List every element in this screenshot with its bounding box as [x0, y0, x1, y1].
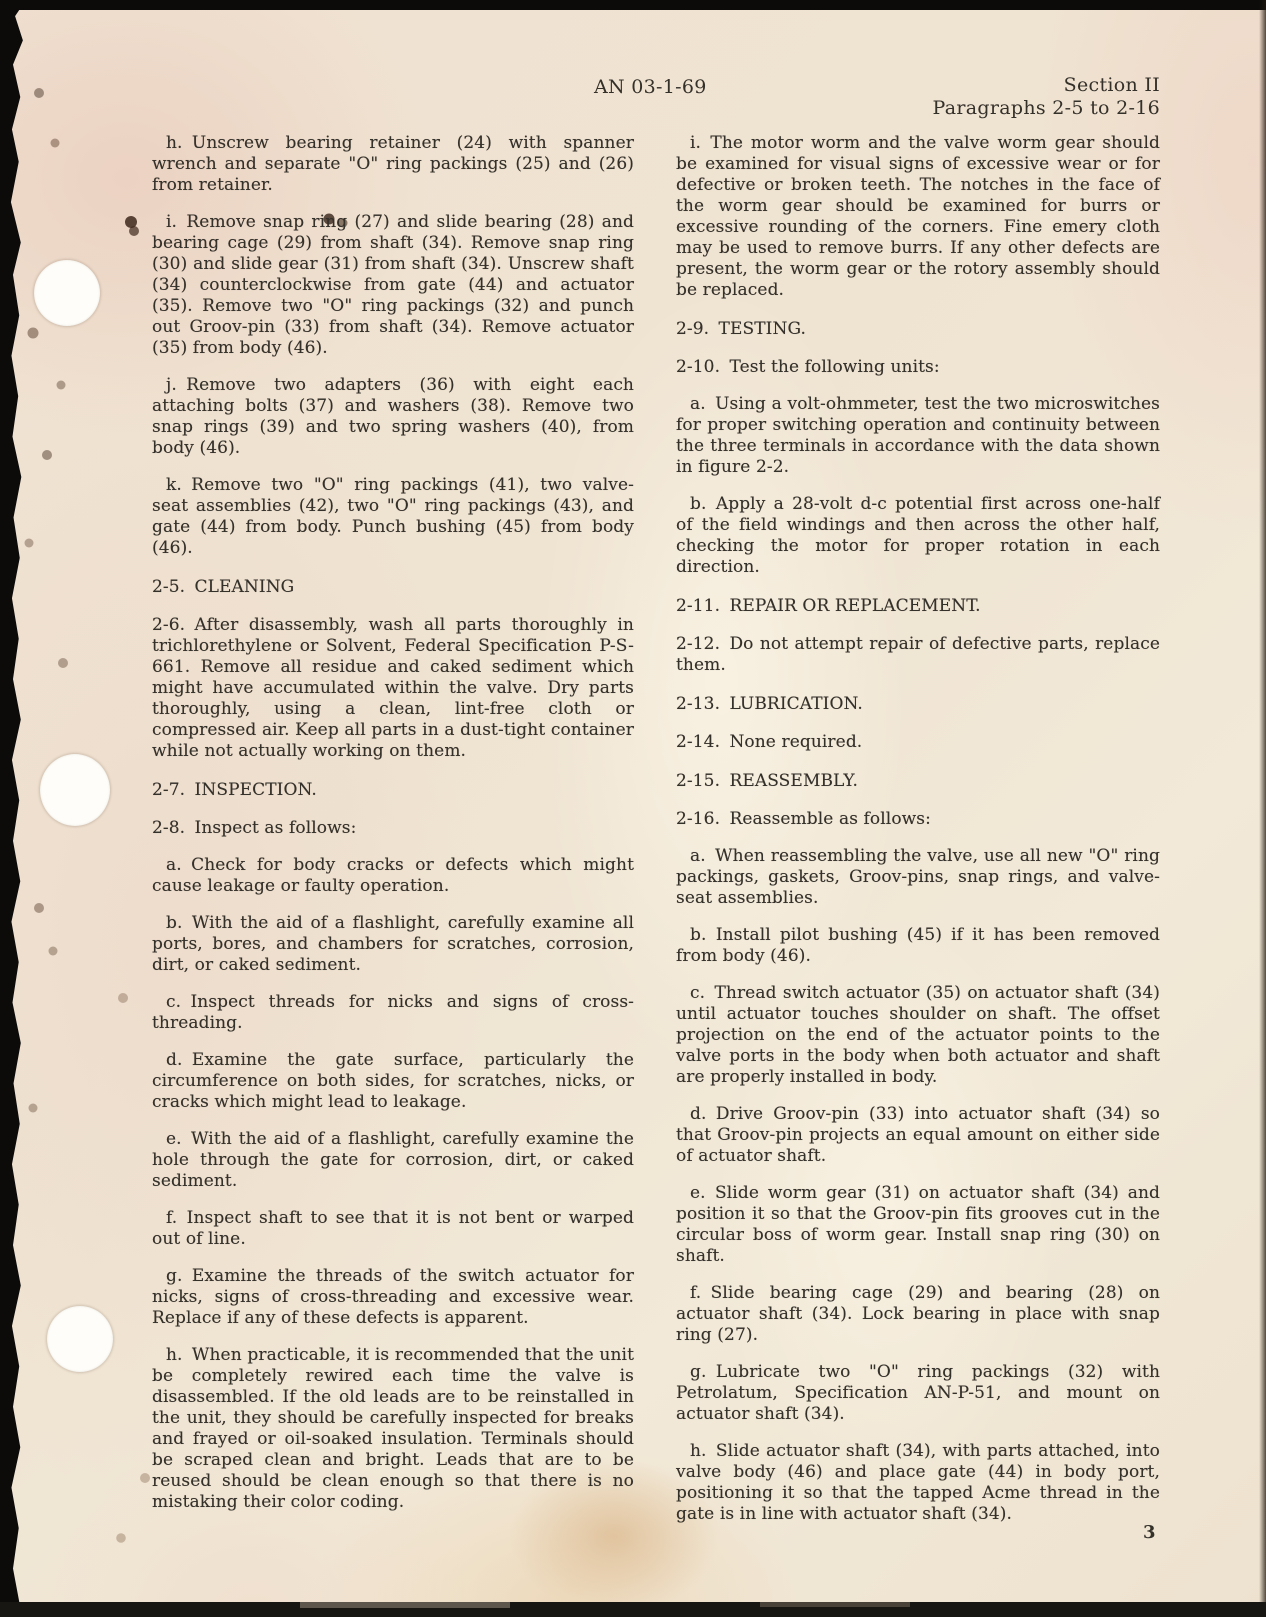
page-edge-left — [0, 0, 26, 1617]
paragraph-2-13: 2-13. LUBRICATION. — [676, 694, 863, 714]
paragraph-label: d. — [166, 1050, 183, 1070]
paragraph-label: 2-15. — [676, 771, 721, 791]
paragraph-label: 2-9. — [676, 319, 710, 339]
page-number: 3 — [1143, 1522, 1156, 1543]
paragraph-label: h. — [166, 1345, 183, 1365]
paragraph-c: c. Inspect threads for nicks and signs of cross-threading. — [152, 992, 634, 1033]
paragraph-j: j. Remove two adapters (36) with eight each attaching bolts (37) and washers (38). Remove two snap rings (39) and two spring washers (40), from body (46). — [152, 375, 634, 458]
paragraph-k: k. Remove two "O" ring packings (41), two valve-seat assemblies (42), two "O" ring packings (43), and gate (44) from body. Punch bushing (45) from body (46). — [152, 475, 634, 558]
paragraph-2-7: 2-7. INSPECTION. — [152, 780, 317, 800]
paragraph-label: k. — [166, 475, 182, 495]
paragraph-label: a. — [690, 846, 706, 866]
paragraph-a: a. When reassembling the valve, use all new "O" ring packings, gaskets, Groov-pins, snap rings, and valve-seat assemblies. — [676, 846, 1160, 908]
paragraph-label: 2-14. — [676, 732, 721, 752]
paragraph-label: b. — [690, 925, 707, 945]
paragraph-label: 2-5. — [152, 577, 186, 597]
paragraph-e: e. Slide worm gear (31) on actuator shaft (34) and position it so that the Groov-pin fits grooves cut in the circular boss of worm gear. Install snap ring (30) on shaft. — [676, 1183, 1160, 1266]
paragraph-b: b. Install pilot bushing (45) if it has been removed from body (46). — [676, 925, 1160, 966]
paragraph-2-6: 2-6. After disassembly, wash all parts thoroughly in trichlorethylene or Solvent, Federal Specification P-S-661. Remove all residue and caked sediment which might have accumulated within the valve. Dry parts thoroughly, using a clean, lint-free cloth or compressed air. Keep all parts in a dust-tight container while not actually working on them. — [152, 615, 634, 761]
paragraph-label: a. — [690, 394, 706, 414]
paragraph-2-14: 2-14. None required. — [676, 732, 863, 752]
left-column — [152, 133, 634, 1529]
paragraph-label: b. — [166, 913, 183, 933]
paragraph-2-12: 2-12. Do not attempt repair of defective parts, replace them. — [676, 634, 1160, 675]
paragraph-a: a. Check for body cracks or defects which might cause leakage or faulty operation. — [152, 855, 634, 896]
paragraph-label: b. — [690, 494, 707, 514]
paragraph-label: e. — [166, 1129, 182, 1149]
paragraph-label: i. — [690, 133, 702, 153]
paragraph-e: e. With the aid of a flashlight, carefully examine the hole through the gate for corrosion, dirt, or caked sediment. — [152, 1129, 634, 1191]
paragraph-h: h. Unscrew bearing retainer (24) with spanner wrench and separate "O" ring packings (25) and (26) from retainer. — [152, 133, 634, 195]
paragraph-d: d. Drive Groov-pin (33) into actuator shaft (34) so that Groov-pin projects an equal amount on either side of actuator shaft. — [676, 1104, 1160, 1166]
paragraph-2-8: 2-8. Inspect as follows: — [152, 818, 357, 838]
page-edge-bottom — [0, 1602, 1266, 1617]
paragraph-2-16: 2-16. Reassemble as follows: — [676, 809, 931, 829]
paragraph-2-9: 2-9. TESTING. — [676, 319, 807, 339]
paragraph-label: g. — [690, 1362, 707, 1382]
paragraph-a: a. Using a volt-ohmmeter, test the two microswitches for proper switching operation and continuity between the three terminals in accordance with the data shown in figure 2-2. — [676, 394, 1160, 477]
paragraph-g: g. Lubricate two "O" ring packings (32) with Petrolatum, Specification AN-P-51, and mount on actuator shaft (34). — [676, 1362, 1160, 1424]
paragraph-label: i. — [166, 212, 178, 232]
header-right — [933, 74, 1160, 120]
page-edge-right — [1259, 0, 1266, 1617]
paragraph-f: f. Slide bearing cage (29) and bearing (28) on actuator shaft (34). Lock bearing in place with snap ring (27). — [676, 1283, 1160, 1345]
paragraph-2-11: 2-11. REPAIR OR REPLACEMENT. — [676, 596, 981, 616]
paragraph-label: h. — [690, 1441, 707, 1461]
paragraph-label: 2-12. — [676, 634, 721, 654]
paragraph-label: 2-10. — [676, 357, 721, 377]
edge-gap — [300, 1602, 510, 1608]
punch-hole-2 — [40, 754, 110, 826]
paragraph-h: h. When practicable, it is recommended that the unit be completely rewired each time the valve is disassembled. If the old leads are to be reinstalled in the unit, they should be carefully inspected for breaks and frayed or oil-soaked insulation. Terminals should be scraped clean and bright. Leads that are to be reused should be clean enough so that there is no mistaking their color coding. — [152, 1345, 634, 1512]
paragraph-label: j. — [166, 375, 177, 395]
paragraph-c: c. Thread switch actuator (35) on actuator shaft (34) until actuator touches shoulder on shaft. The offset projection on the end of the actuator points to the valve ports in the body when both actuator and shaft are properly installed in body. — [676, 983, 1160, 1087]
paragraph-label: 2-16. — [676, 809, 721, 829]
paragraph-2-15: 2-15. REASSEMBLY. — [676, 771, 858, 791]
edge-gap — [760, 1602, 910, 1607]
paragraph-label: 2-13. — [676, 694, 721, 714]
paragraph-h: h. Slide actuator shaft (34), with parts attached, into valve body (46) and place gate (44) in body port, positioning it so that the tapped Acme thread in the gate is in line with actuator shaft (34). — [676, 1441, 1160, 1524]
paragraph-i: i. Remove snap ring (27) and slide bearing (28) and bearing cage (29) from shaft (34). Remove snap ring (30) and slide gear (31) from shaft (34). Unscrew shaft (34) counterclockwise from gate (44) and actuator (35). Remove two "O" ring packings (32) and punch out Groov-pin (33) from shaft (34). Remove actuator (35) from body (46). — [152, 212, 634, 358]
paragraph-label: c. — [166, 992, 182, 1012]
paragraph-label: h. — [166, 133, 183, 153]
paragraph-g: g. Examine the threads of the switch actuator for nicks, signs of cross-threading and excessive wear. Replace if any of these defects is apparent. — [152, 1266, 634, 1328]
paragraph-d: d. Examine the gate surface, particularly the circumference on both sides, for scratches, nicks, or cracks which might lead to leakage. — [152, 1050, 634, 1112]
paragraph-2-10: 2-10. Test the following units: — [676, 357, 940, 377]
paragraph-label: g. — [166, 1266, 183, 1286]
paragraph-label: f. — [690, 1283, 702, 1303]
paragraph-label: a. — [166, 855, 182, 875]
doc-number: AN 03-1-69 — [594, 76, 707, 98]
paragraph-b: b. With the aid of a flashlight, carefully examine all ports, bores, and chambers for scratches, corrosion, dirt, or caked sediment. — [152, 913, 634, 975]
paragraph-i: i. The motor worm and the valve worm gear should be examined for visual signs of excessive wear or for defective or broken teeth. The notches in the face of the worm gear should be examined for burrs or excessive rounding of the corners. Fine emery cloth may be used to remove burrs. If any other defects are present, the worm gear or the rotory assembly should be replaced. — [676, 133, 1160, 300]
paragraph-label: d. — [690, 1104, 707, 1124]
paragraph-label: 2-11. — [676, 596, 721, 616]
paragraph-range: Paragraphs 2-5 to 2-16 — [932, 97, 1160, 119]
paper-specks — [0, 0, 6, 6]
paragraph-2-5: 2-5. CLEANING — [152, 577, 295, 597]
paragraph-label: 2-6. — [152, 615, 186, 635]
paragraph-label: 2-7. — [152, 780, 186, 800]
paragraph-label: 2-8. — [152, 818, 186, 838]
punch-hole-3 — [47, 1306, 113, 1372]
paragraph-label: e. — [690, 1183, 706, 1203]
paragraph-f: f. Inspect shaft to see that it is not bent or warped out of line. — [152, 1208, 634, 1249]
section-title: Section II — [1063, 74, 1160, 96]
right-column — [676, 133, 1160, 1541]
page-edge-top — [0, 0, 1266, 10]
paragraph-label: f. — [166, 1208, 178, 1228]
punch-hole-1 — [34, 260, 100, 326]
paragraph-b: b. Apply a 28-volt d-c potential first across one-half of the field windings and then across the other half, checking the motor for proper rotation in each direction. — [676, 494, 1160, 577]
paragraph-label: c. — [690, 983, 706, 1003]
